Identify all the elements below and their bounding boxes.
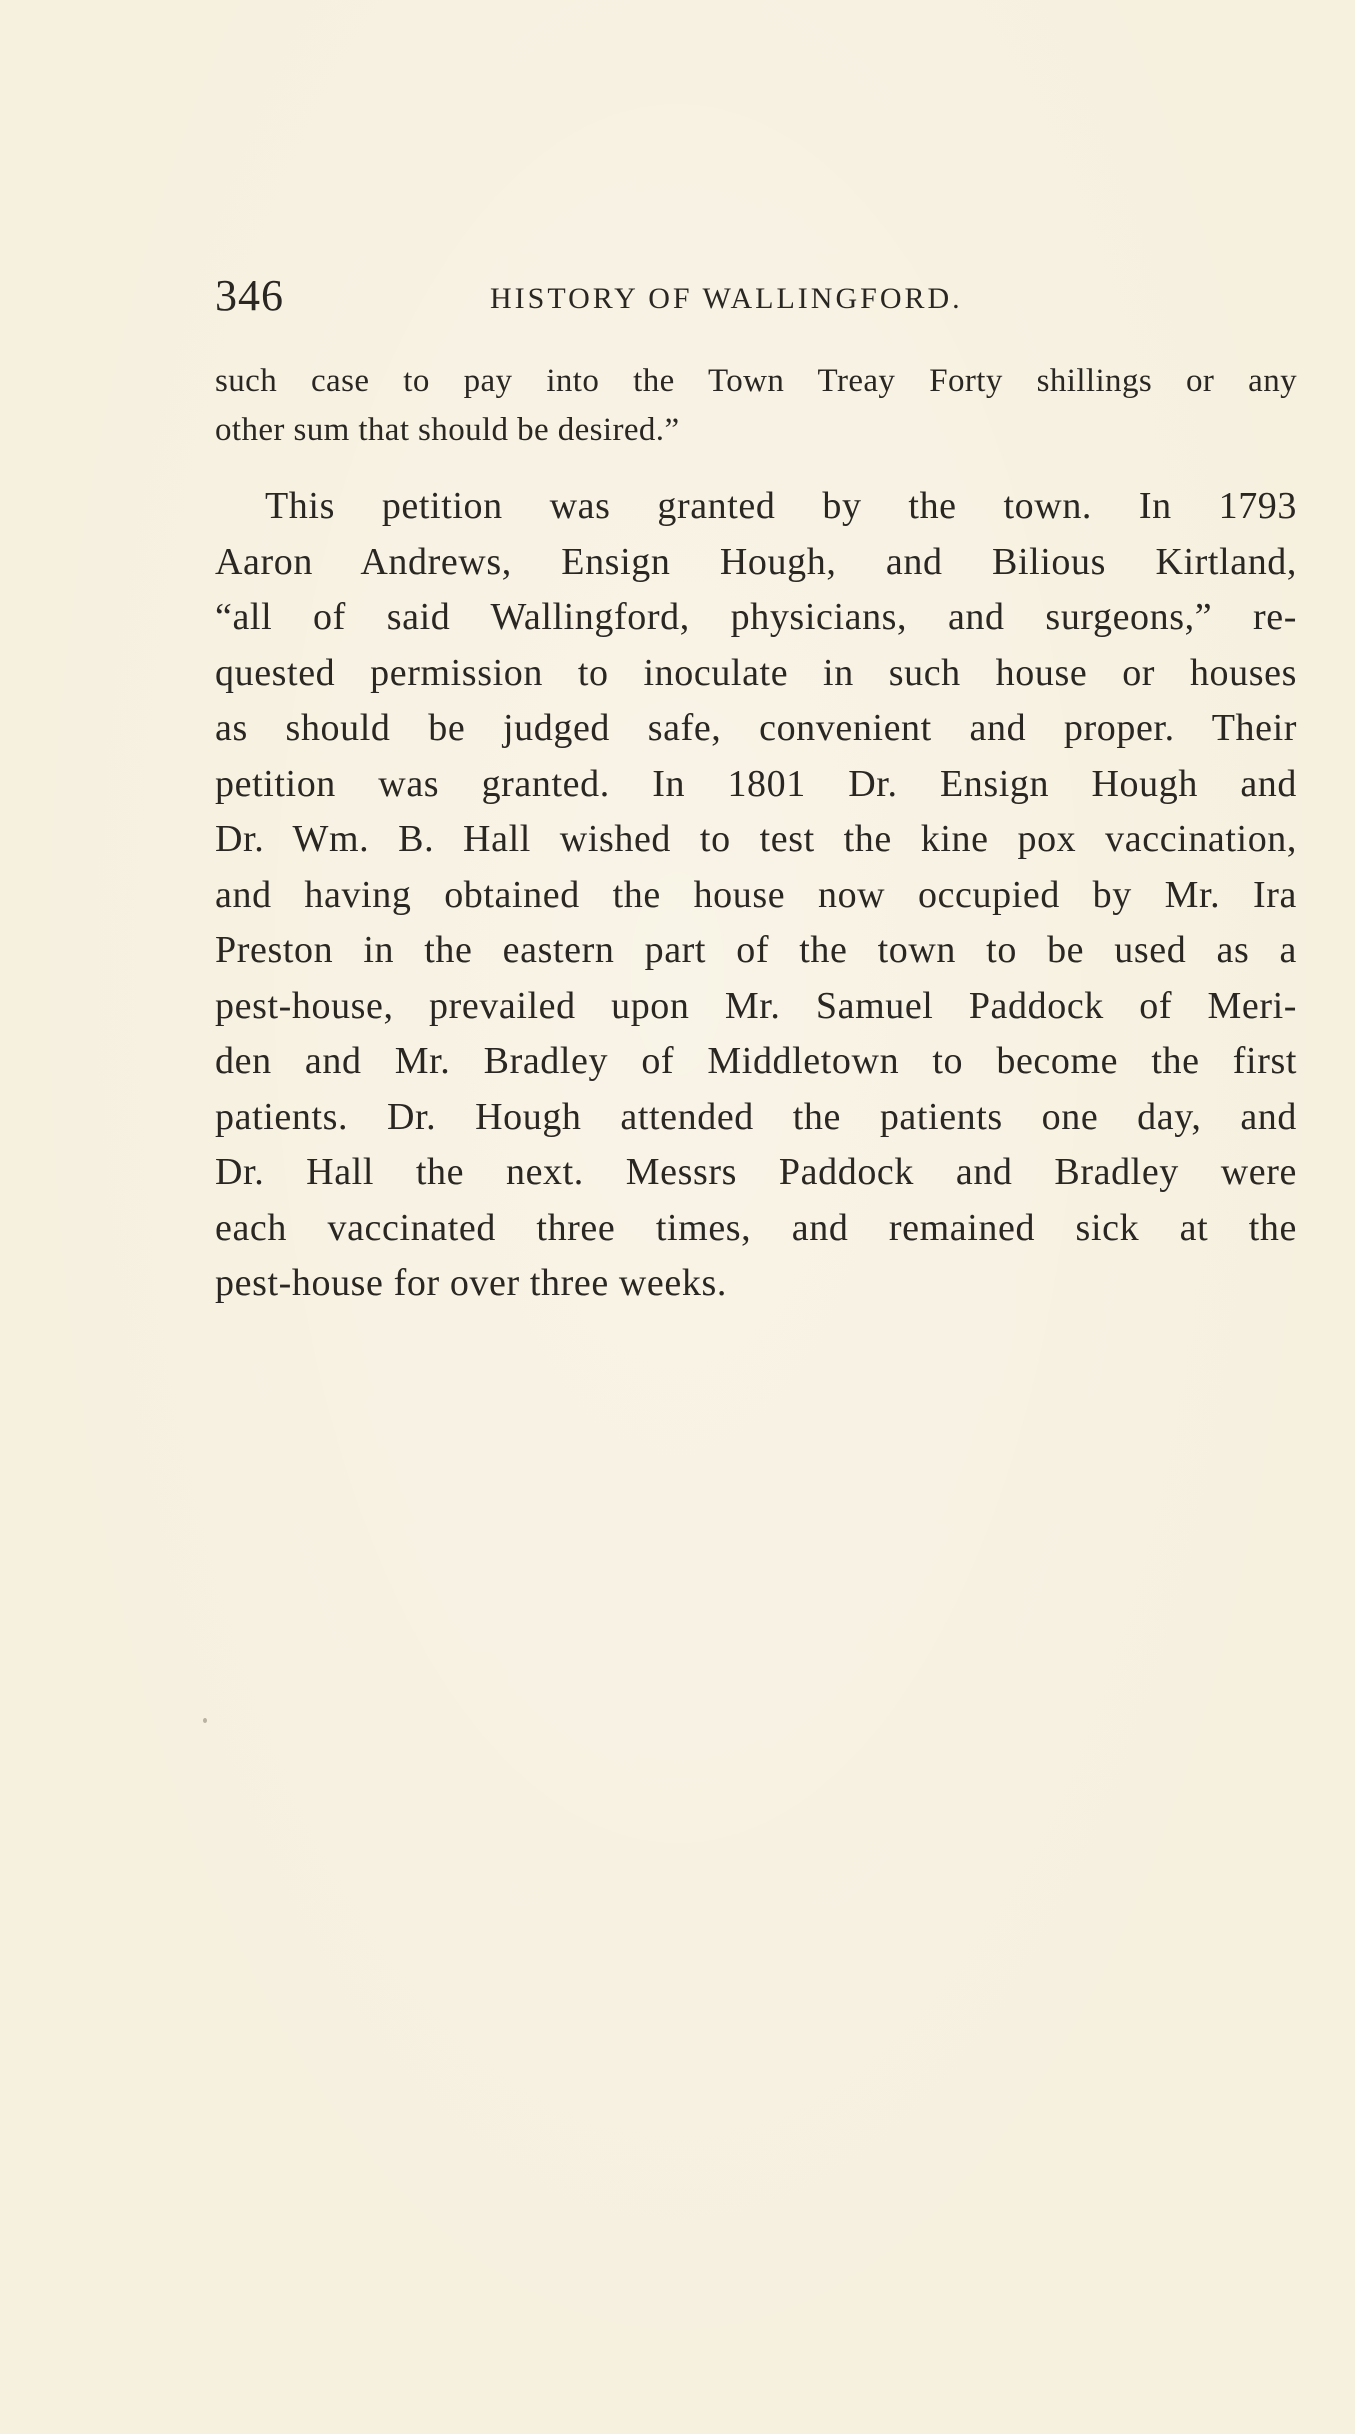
text-line: petition was granted. In 1801 Dr. Ensign Hough and xyxy=(215,762,1297,805)
paper-speck xyxy=(203,1718,207,1723)
text-line: Preston in the eastern part of the town to be used as a xyxy=(215,929,1297,971)
text-line: “all of said Wallingford, physicians, and surgeons,” re- xyxy=(215,596,1297,638)
text-line: other sum that should be desired.” xyxy=(215,412,680,448)
running-head: HISTORY OF WALLINGFORD. xyxy=(490,282,963,315)
text-line: as should be judged safe, convenient and proper. Their xyxy=(215,707,1297,749)
text-line: pest-house, prevailed upon Mr. Samuel Paddock of Meri- xyxy=(215,984,1297,1027)
page-number: 346 xyxy=(215,271,284,320)
body-text xyxy=(215,357,1297,1312)
text-line: This petition was granted by the town. In 1793 xyxy=(265,485,1297,527)
text-line: patients. Dr. Hough attended the patients one day, and xyxy=(215,1095,1297,1138)
text-line: each vaccinated three times, and remained sick at the xyxy=(215,1206,1297,1249)
page-header xyxy=(215,270,1295,330)
text-line: pest-house for over three weeks. xyxy=(215,1262,727,1304)
continuation-paragraph xyxy=(215,357,1297,455)
text-line: and having obtained the house now occupied by Mr. Ira xyxy=(215,873,1297,916)
text-line: den and Mr. Bradley of Middletown to become the first xyxy=(215,1040,1297,1082)
text-line: Dr. Wm. B. Hall wished to test the kine pox vaccination, xyxy=(215,818,1297,860)
text-line: Aaron Andrews, Ensign Hough, and Bilious Kirtland, xyxy=(215,540,1297,583)
text-line: such case to pay into the Town Treay Forty shillings or any xyxy=(215,363,1297,399)
main-paragraph xyxy=(215,479,1297,1312)
text-line: Dr. Hall the next. Messrs Paddock and Bradley were xyxy=(215,1151,1297,1193)
text-line: quested permission to inoculate in such house or houses xyxy=(215,651,1297,694)
